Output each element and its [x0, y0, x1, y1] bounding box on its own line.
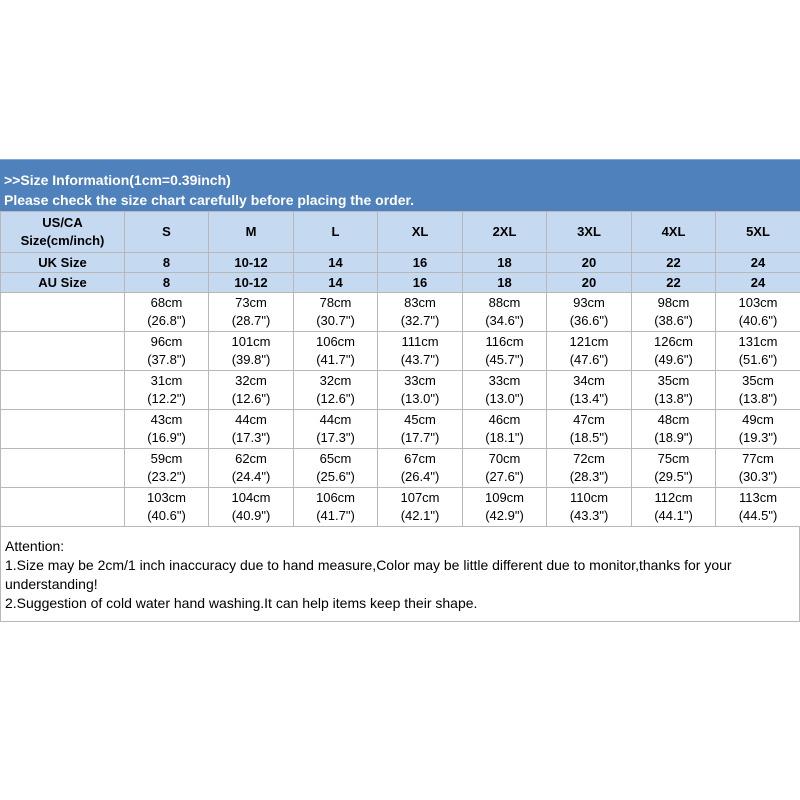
inch-value: (26.8")	[147, 313, 186, 328]
measurement-cell	[294, 488, 378, 527]
cm-value: 106cm	[315, 490, 356, 505]
cm-value: 131cm	[738, 334, 778, 349]
uk-size-cell: 20	[547, 253, 632, 273]
measurement-row	[1, 410, 800, 449]
cm-value: 83cm	[404, 295, 436, 310]
inch-value: (43.7")	[400, 352, 440, 367]
measurement-row	[1, 371, 800, 410]
banner-subtitle: Please check the size chart carefully before placing the order.	[4, 192, 415, 208]
inch-value: (28.3")	[569, 469, 609, 484]
us-size-cell: L	[294, 212, 378, 253]
cm-value: 116cm	[485, 334, 524, 349]
cm-value: 98cm	[657, 295, 690, 310]
inch-value: (36.6")	[569, 313, 609, 328]
cm-value: 88cm	[488, 295, 521, 310]
inch-value: (45.7")	[485, 352, 524, 367]
us-size-cell: 3XL	[547, 212, 632, 253]
cm-value: 34cm	[573, 373, 605, 388]
measurement-cell	[716, 332, 800, 371]
measurement-cell	[716, 449, 800, 488]
inch-value: (42.1")	[400, 508, 440, 523]
cm-value: 107cm	[400, 490, 440, 505]
inch-value: (51.6")	[738, 352, 778, 367]
us-size-row	[1, 212, 800, 253]
inch-value: (29.5")	[654, 469, 693, 484]
measurement-cell	[294, 371, 378, 410]
inch-value: (41.7")	[316, 508, 355, 523]
au-size-label: AU Size	[1, 273, 125, 293]
inch-value: (42.9")	[485, 508, 524, 523]
cm-value: 32cm	[235, 373, 267, 388]
cm-value: 45cm	[404, 412, 436, 427]
cm-value: 103cm	[738, 295, 778, 310]
measurement-cell	[632, 332, 716, 371]
inch-value: (32.7")	[400, 313, 440, 328]
cm-value: 68cm	[150, 295, 183, 310]
measurement-row	[1, 293, 800, 332]
inch-value: (40.6")	[147, 508, 186, 523]
attention-notes	[0, 527, 800, 622]
au-size-cell: 14	[294, 273, 378, 293]
measurement-cell	[632, 449, 716, 488]
measurement-cell	[547, 488, 632, 527]
measurement-cell	[209, 449, 294, 488]
notes-line-2: 2.Suggestion of cold water hand washing.It can help items keep their shape.	[5, 595, 478, 611]
cm-value: 73cm	[235, 295, 267, 310]
cm-value: 67cm	[404, 451, 436, 466]
us-size-cell: 4XL	[632, 212, 716, 253]
inch-value: (16.9")	[147, 430, 186, 445]
cm-value: 47cm	[573, 412, 605, 427]
us-size-cell: S	[125, 212, 209, 253]
inch-value: (17.3")	[231, 430, 271, 445]
uk-size-cell: 22	[632, 253, 716, 273]
uk-size-cell: 8	[125, 253, 209, 273]
cm-value: 35cm	[742, 373, 774, 388]
measurement-label: Back Rise	[1, 410, 125, 449]
measurement-cell	[378, 449, 463, 488]
cm-value: 77cm	[742, 451, 774, 466]
uk-size-label: UK Size	[1, 253, 125, 273]
cm-value: 111cm	[401, 334, 439, 349]
cm-value: 101cm	[231, 334, 271, 349]
measurement-cell	[632, 488, 716, 527]
measurement-cell	[716, 293, 800, 332]
measurement-cell	[716, 410, 800, 449]
inch-value: (23.2")	[147, 469, 186, 484]
inch-value: (34.6")	[485, 313, 524, 328]
measurement-cell	[209, 488, 294, 527]
inch-value: (13.8")	[738, 391, 778, 406]
inch-value: (40.9")	[231, 508, 271, 523]
cm-value: 43cm	[150, 412, 183, 427]
inch-value: (30.3")	[738, 469, 778, 484]
cm-value: 33cm	[404, 373, 436, 388]
measurement-cell	[125, 488, 209, 527]
measurement-cell	[209, 371, 294, 410]
uk-size-cell: 10-12	[209, 253, 294, 273]
inch-value: (44.5")	[738, 508, 778, 523]
inch-value: (12.6")	[316, 391, 355, 406]
measurement-cell	[632, 371, 716, 410]
cm-value: 121cm	[569, 334, 609, 349]
measurement-label: Pants Length	[1, 488, 125, 527]
inch-value: (40.6")	[738, 313, 778, 328]
inch-value: (38.6")	[654, 313, 693, 328]
cm-value: 112cm	[654, 490, 693, 505]
inch-value: (13.4")	[569, 391, 609, 406]
us-size-label: US/CA Size(cm/inch)	[1, 212, 125, 253]
measurement-cell	[716, 488, 800, 527]
measurement-cell	[125, 332, 209, 371]
inch-value: (27.6")	[485, 469, 524, 484]
measurement-cell	[632, 410, 716, 449]
inch-value: (12.2")	[147, 391, 186, 406]
cm-value: 103cm	[146, 490, 187, 505]
inch-value: (17.3")	[316, 430, 355, 445]
measurement-cell	[294, 449, 378, 488]
measurement-cell	[378, 332, 463, 371]
measurement-cell	[463, 488, 547, 527]
cm-value: 35cm	[657, 373, 690, 388]
cm-value: 44cm	[235, 412, 267, 427]
measurement-cell	[547, 293, 632, 332]
size-info-banner	[0, 159, 800, 211]
au-size-cell: 16	[378, 273, 463, 293]
inch-value: (13.0")	[400, 391, 440, 406]
measurement-cell	[378, 371, 463, 410]
inch-value: (26.4")	[400, 469, 440, 484]
inch-value: (18.5")	[569, 430, 609, 445]
cm-value: 78cm	[319, 295, 352, 310]
inch-value: (39.8")	[231, 352, 271, 367]
us-size-cell: 5XL	[716, 212, 800, 253]
measurement-cell	[294, 410, 378, 449]
measurement-label: Hip	[1, 332, 125, 371]
measurement-cell	[125, 293, 209, 332]
cm-value: 72cm	[573, 451, 605, 466]
measurement-label: Front Rise	[1, 371, 125, 410]
cm-value: 49cm	[742, 412, 774, 427]
us-size-cell: M	[209, 212, 294, 253]
size-chart	[0, 159, 800, 622]
cm-value: 32cm	[319, 373, 352, 388]
cm-value: 48cm	[657, 412, 690, 427]
cm-value: 31cm	[150, 373, 183, 388]
inch-value: (18.9")	[654, 430, 693, 445]
cm-value: 126cm	[653, 334, 694, 349]
cm-value: 62cm	[235, 451, 267, 466]
inch-value: (44.1")	[654, 508, 693, 523]
measurement-cell	[716, 371, 800, 410]
measurement-cell	[547, 332, 632, 371]
measurement-cell	[294, 293, 378, 332]
cm-value: 104cm	[231, 490, 271, 505]
cm-value: 65cm	[319, 451, 352, 466]
cm-value: 70cm	[488, 451, 521, 466]
cm-value: 96cm	[150, 334, 183, 349]
uk-size-cell: 18	[463, 253, 547, 273]
au-size-cell: 24	[716, 273, 800, 293]
inch-value: (25.6")	[316, 469, 355, 484]
au-size-row	[1, 273, 800, 293]
measurement-cell	[463, 449, 547, 488]
measurement-row	[1, 488, 800, 527]
measurement-cell	[547, 410, 632, 449]
au-size-cell: 18	[463, 273, 547, 293]
measurement-cell	[463, 371, 547, 410]
cm-value: 106cm	[315, 334, 356, 349]
measurement-cell	[125, 371, 209, 410]
banner-title: >>Size Information(1cm=0.39inch)	[4, 172, 231, 188]
cm-value: 109cm	[484, 490, 525, 505]
au-size-cell: 20	[547, 273, 632, 293]
us-size-cell: XL	[378, 212, 463, 253]
measurement-cell	[547, 449, 632, 488]
inch-value: (24.4")	[231, 469, 271, 484]
measurement-label: Thigh	[1, 449, 125, 488]
cm-value: 110cm	[569, 490, 609, 505]
measurement-cell	[209, 410, 294, 449]
measurement-cell	[209, 332, 294, 371]
inch-value: (30.7")	[316, 313, 355, 328]
measurement-label: Waist	[1, 293, 125, 332]
inch-value: (13.0")	[485, 391, 524, 406]
cm-value: 75cm	[657, 451, 690, 466]
measurement-cell	[378, 410, 463, 449]
uk-size-cell: 24	[716, 253, 800, 273]
cm-value: 44cm	[319, 412, 352, 427]
inch-value: (13.8")	[654, 391, 693, 406]
uk-size-cell: 14	[294, 253, 378, 273]
cm-value: 113cm	[738, 490, 778, 505]
size-table	[0, 211, 800, 527]
measurement-cell	[632, 293, 716, 332]
measurement-cell	[547, 371, 632, 410]
inch-value: (41.7")	[316, 352, 355, 367]
measurement-row	[1, 332, 800, 371]
measurement-cell	[463, 293, 547, 332]
uk-size-row	[1, 253, 800, 273]
measurement-cell	[378, 293, 463, 332]
inch-value: (37.8")	[147, 352, 186, 367]
inch-value: (49.6")	[654, 352, 693, 367]
au-size-cell: 10-12	[209, 273, 294, 293]
us-size-cell: 2XL	[463, 212, 547, 253]
measurement-cell	[294, 332, 378, 371]
measurement-cell	[463, 410, 547, 449]
inch-value: (43.3")	[569, 508, 609, 523]
measurement-cell	[378, 488, 463, 527]
notes-line-1: 1.Size may be 2cm/1 inch inaccuracy due to hand measure,Color may be little different due to monitor,thanks for your understanding!	[5, 557, 732, 592]
cm-value: 46cm	[488, 412, 521, 427]
measurement-cell	[209, 293, 294, 332]
inch-value: (47.6")	[569, 352, 609, 367]
uk-size-cell: 16	[378, 253, 463, 273]
inch-value: (28.7")	[231, 313, 271, 328]
inch-value: (17.7")	[400, 430, 440, 445]
au-size-cell: 8	[125, 273, 209, 293]
cm-value: 93cm	[573, 295, 605, 310]
measurement-cell	[125, 449, 209, 488]
cm-value: 59cm	[150, 451, 183, 466]
inch-value: (18.1")	[485, 430, 524, 445]
cm-value: 33cm	[488, 373, 521, 388]
measurement-row	[1, 449, 800, 488]
measurement-cell	[125, 410, 209, 449]
measurement-cell	[463, 332, 547, 371]
notes-title: Attention:	[5, 538, 65, 554]
inch-value: (12.6")	[231, 391, 271, 406]
inch-value: (19.3")	[738, 430, 778, 445]
au-size-cell: 22	[632, 273, 716, 293]
